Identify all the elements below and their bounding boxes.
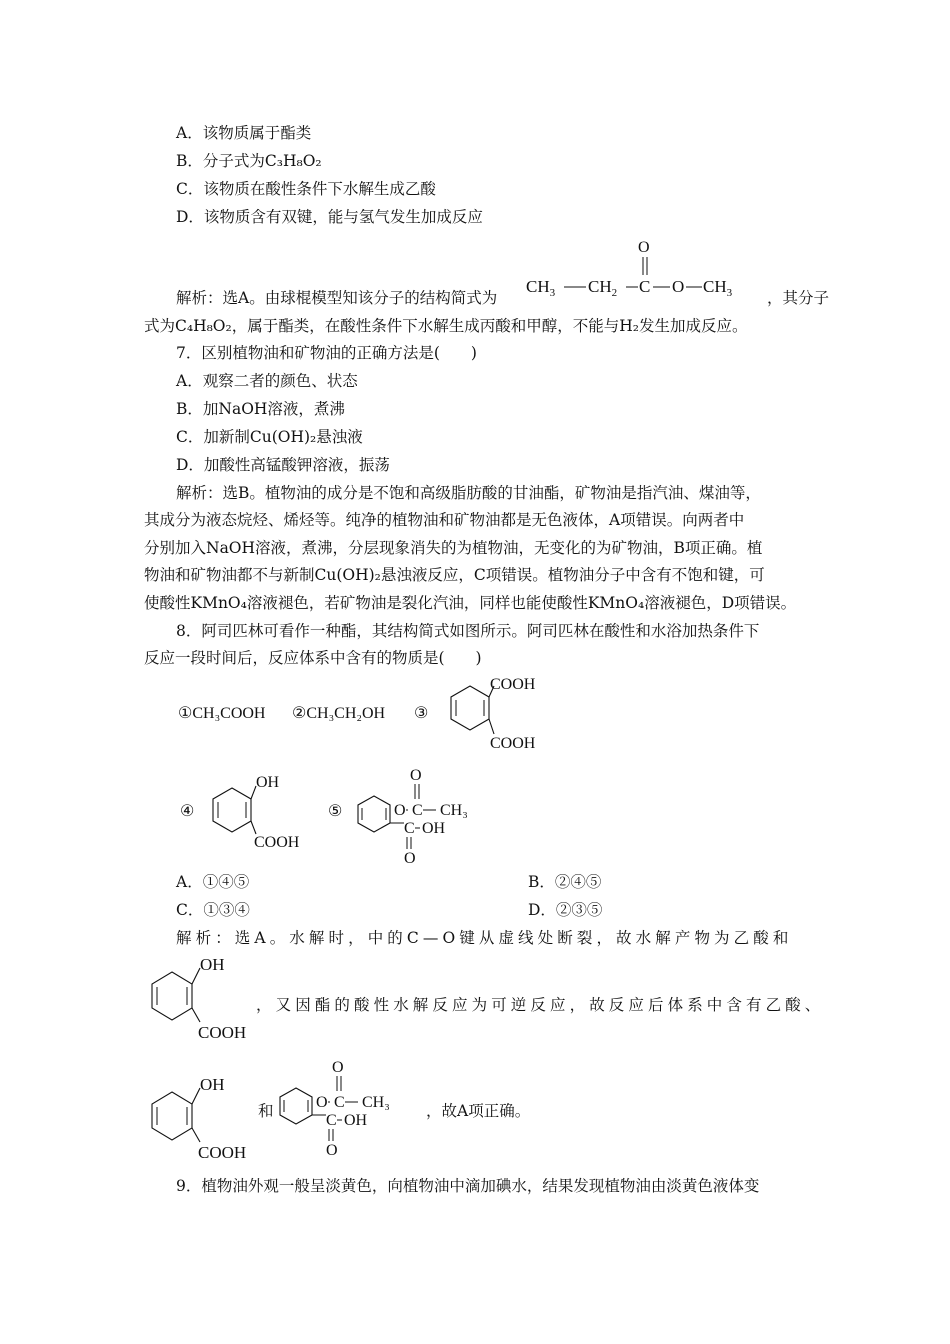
q8-a3-bottom-o: O xyxy=(326,1142,338,1159)
q6-option-b: B．分子式为C₃H₈O₂ xyxy=(176,152,322,170)
q8-analysis-structure-1 xyxy=(142,952,262,1044)
q8-a1-cooh: COOH xyxy=(198,1023,247,1042)
q6-option-d: D．该物质含有双键，能与氢气发生加成反应 xyxy=(176,208,483,226)
q8-structure-5 xyxy=(348,760,518,870)
q6-carbonyl-o: O xyxy=(638,239,650,256)
q8-structure-3 xyxy=(436,672,556,752)
q8-item-2: ②CH₃CH₂OH xyxy=(292,705,386,722)
q8-analysis-and: 和 xyxy=(258,1102,274,1120)
q8-s5-ester-c: C xyxy=(412,802,423,819)
q8-option-a: A．①④⑤ xyxy=(176,873,250,891)
q8-a2-oh: OH xyxy=(200,1075,225,1094)
q6-option-a: A．该物质属于酯类 xyxy=(176,124,312,142)
q8-analysis-line2: ，又因酯的酸性水解反应为可逆反应，故反应后体系中含有乙酸、 xyxy=(256,996,825,1014)
q6-structure xyxy=(522,232,772,302)
q8-option-d: D．②③⑤ xyxy=(528,901,603,919)
q8-analysis-structure-3 xyxy=(270,1052,440,1162)
q7-option-c: C．加新制Cu(OH)₂悬浊液 xyxy=(176,428,363,446)
q8-item-3-label: ③ xyxy=(414,705,429,722)
q6-ch2: $CH_2$ xyxy=(588,277,618,299)
q8-item-5-label: ⑤ xyxy=(328,803,343,820)
q7-option-d: D．加酸性高锰酸钾溶液，振荡 xyxy=(176,456,390,474)
q8-a3-ch3: CH₃ xyxy=(362,1094,390,1111)
q8-a3-top-o: O xyxy=(332,1059,344,1076)
q6-ch3b: $CH_3$ xyxy=(703,277,733,299)
q7-analysis-line1: 解析：选B。植物油的成分是不饱和高级脂肪酸的甘油酯，矿物油是指汽油、煤油等， xyxy=(176,484,761,502)
q8-a3-ester-c: C xyxy=(334,1094,345,1111)
q6-ether-o: O xyxy=(672,277,685,296)
q8-analysis-structure-2 xyxy=(142,1072,262,1164)
q7-analysis-line5: 使酸性KMnO₄溶液褪色，若矿物油是裂化汽油，同样也能使酸性KMnO₄溶液褪色，D项错误。 xyxy=(144,594,797,612)
q6-ch3: $CH_3$ xyxy=(526,277,556,299)
q8-s5-ch3: CH₃ xyxy=(440,802,468,819)
q8-analysis-line1: 解析：选A。水解时，中的C—O键从虚线处断裂，故水解产物为乙酸和 xyxy=(176,929,793,947)
q7-option-a: A．观察二者的颜色、状态 xyxy=(176,372,358,390)
q6-analysis-line2: 式为C₄H₈O₂，属于酯类，在酸性条件下水解生成丙酸和甲醇，不能与H₂发生加成反应。 xyxy=(144,317,748,335)
q7-option-b: B．加NaOH溶液，煮沸 xyxy=(176,400,345,418)
q8-stem-line1: 8．阿司匹林可看作一种酯，其结构简式如图所示。阿司匹林在酸性和水浴加热条件下 xyxy=(176,622,760,640)
q8-s5-top-o: O xyxy=(410,767,422,784)
q8-s5-oh: OH xyxy=(422,820,446,837)
q8-s3-cooh-top: COOH xyxy=(490,676,536,693)
q6-analysis-prefix: 解析：选A。由球棍模型知该分子的结构简式为 xyxy=(176,289,498,307)
q7-analysis-line2: 其成分为液态烷烃、烯烃等。纯净的植物油和矿物油都是无色液体，A项错误。向两者中 xyxy=(144,511,745,529)
q7-analysis-line3: 分别加入NaOH溶液，煮沸，分层现象消失的为植物油，无变化的为矿物油，B项正确。植 xyxy=(144,539,763,557)
q8-item-1: ①CH₃COOH xyxy=(178,705,266,722)
q8-s5-bottom-o: O xyxy=(404,850,416,867)
q7-analysis-line4: 物油和矿物油都不与新制Cu(OH)₂悬浊液反应，C项错误。植物油分子中含有不饱和键，可 xyxy=(144,566,765,584)
q8-a1-oh: OH xyxy=(200,955,225,974)
q8-a3-oh: OH xyxy=(344,1112,368,1129)
q6-carbon: C xyxy=(639,277,651,296)
q8-s5-acid-c: C xyxy=(404,820,415,837)
q8-s4-cooh: COOH xyxy=(254,834,300,851)
q8-item-4-label: ④ xyxy=(180,803,195,820)
q8-s5-ester-o: O xyxy=(394,802,406,819)
q8-stem-line2: 反应一段时间后，反应体系中含有的物质是( ) xyxy=(144,649,482,667)
q8-a3-acid-c: C xyxy=(326,1112,337,1129)
q8-structure-4 xyxy=(198,770,318,855)
q6-analysis-suffix: ，其分子 xyxy=(767,289,830,307)
q7-stem: 7．区别植物油和矿物油的正确方法是( ) xyxy=(176,344,477,362)
q8-option-c: C．①③④ xyxy=(176,901,250,919)
q6-option-c: C．该物质在酸性条件下水解生成乙酸 xyxy=(176,180,436,198)
q9-stem: 9．植物油外观一般呈淡黄色，向植物油中滴加碘水，结果发现植物油由淡黄色液体变 xyxy=(176,1177,760,1195)
q8-a2-cooh: COOH xyxy=(198,1143,247,1162)
q8-option-b: B．②④⑤ xyxy=(528,873,602,891)
q8-s3-cooh-bottom: COOH xyxy=(490,735,536,752)
q8-analysis-end: ，故A项正确。 xyxy=(426,1102,531,1120)
q8-s4-oh: OH xyxy=(256,774,280,791)
q8-a3-ester-o: O xyxy=(316,1094,328,1111)
